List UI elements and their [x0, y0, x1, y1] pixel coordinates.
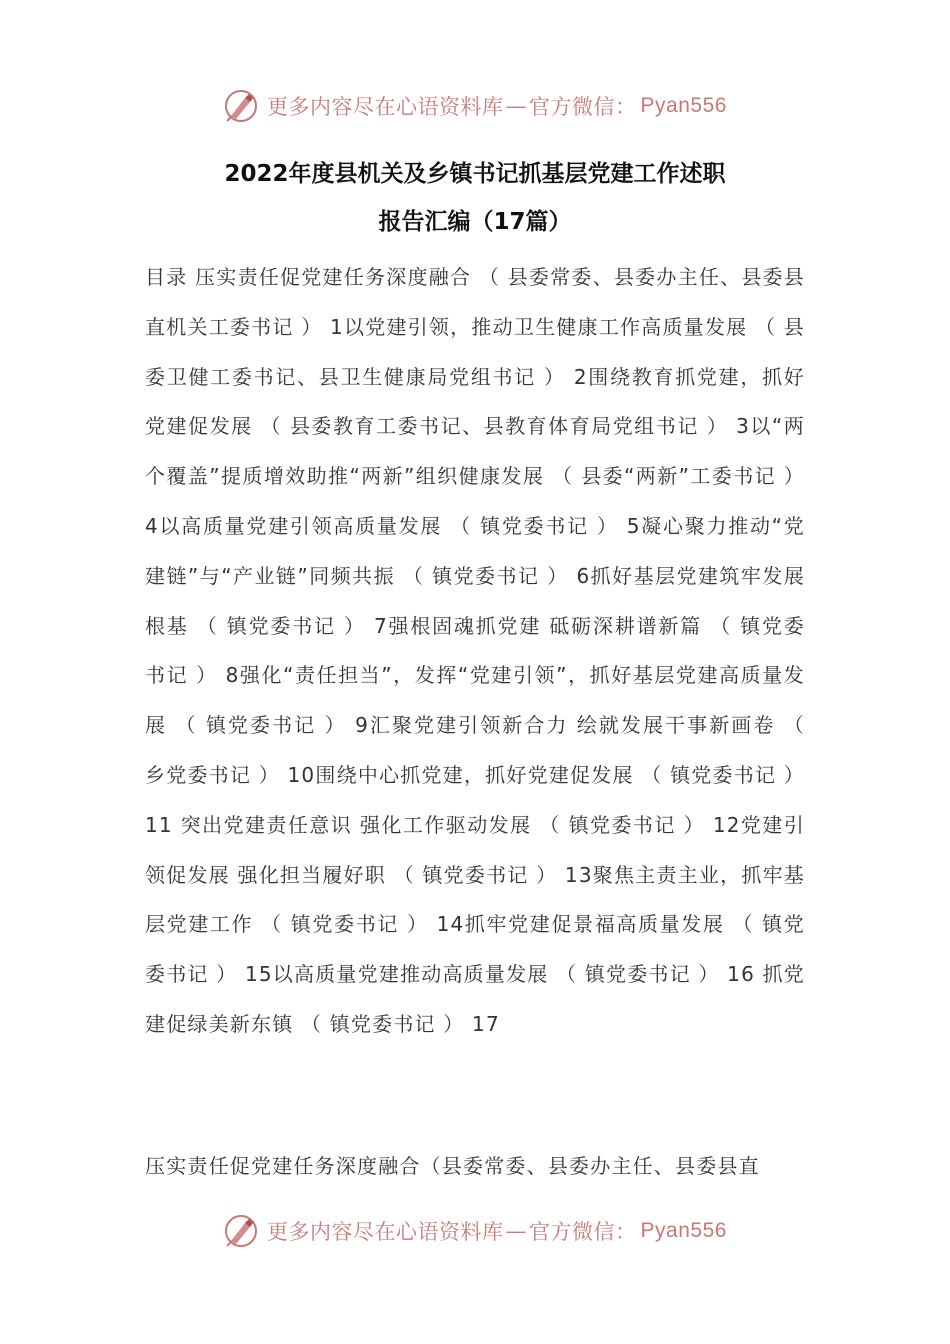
- header-watermark: [0, 84, 950, 128]
- document-title-line2: 报告汇编（17篇）: [378, 209, 572, 235]
- watermark-label: 官方微信：: [529, 95, 637, 119]
- watermark-wechat-id: Pyan556: [640, 94, 727, 117]
- document-title-line1: 2022年度县机关及乡镇书记抓基层党建工作述职: [224, 161, 726, 187]
- watermark-brand: 更多内容尽在心语资料库: [267, 1220, 504, 1244]
- pen-nib-logo-icon: [223, 1213, 259, 1249]
- watermark-separator: —: [505, 1219, 528, 1243]
- pen-nib-logo-icon: [223, 88, 259, 124]
- watermark-brand: 更多内容尽在心语资料库: [267, 95, 504, 119]
- footer-watermark: [0, 1209, 950, 1253]
- watermark-wechat-id: Pyan556: [640, 1219, 727, 1242]
- toc-paragraph: 目录 压实责任促党建任务深度融合 （ 县委常委、县委办主任、县委县直机关工委书记 ） 1以党建引领，推动卫生健康工作高质量发展 （ 县委卫健工委书记、县卫生健康局党组书记 ） 2围绕教育抓党建，抓好党建促发展 （ 县委教育工委书记、县教育体育局党组书记 ） 3以“两个覆盖”提质增效助推“两新”组织健康发展 （ 县委“两新”工委书记 ） 4以高质量党建引领高质量发展 （ 镇党委书记 ） 5凝心聚力推动“党建链”与“产业链”同频共振 （ 镇党委书记 ） 6抓好基层党建筑牢发展根基 （ 镇党委书记 ） 7强根固魂抓党建 砥砺深耕谱新篇 （ 镇党委书记 ） 8强化“责任担当”，发挥“党建引领”，抓好基层党建高质量发展 （ 镇党委书记 ） 9汇聚党建引领新合力 绘就发展干事新画卷 （ 乡党委书记 ） 10围绕中心抓党建，抓好党建促发展 （ 镇党委书记 ） 11 突出党建责任意识 强化工作驱动发展 （ 镇党委书记 ） 12党建引领促发展 强化担当履好职 （ 镇党委书记 ） 13聚焦主责主业，抓牢基层党建工作 （ 镇党委书记 ） 14抓牢党建促景福高质量发展 （ 镇党委书记 ） 15以高质量党建推动高质量发展 （ 镇党委书记 ） 16 抓党建促绿美新东镇 （ 镇党委书记 ） 17: [145, 265, 805, 1036]
- section-start-paragraph: 压实责任促党建任务深度融合（县委常委、县委办主任、县委县直: [145, 1154, 760, 1178]
- watermark-label: 官方微信：: [529, 1220, 637, 1244]
- watermark-separator: —: [505, 94, 528, 118]
